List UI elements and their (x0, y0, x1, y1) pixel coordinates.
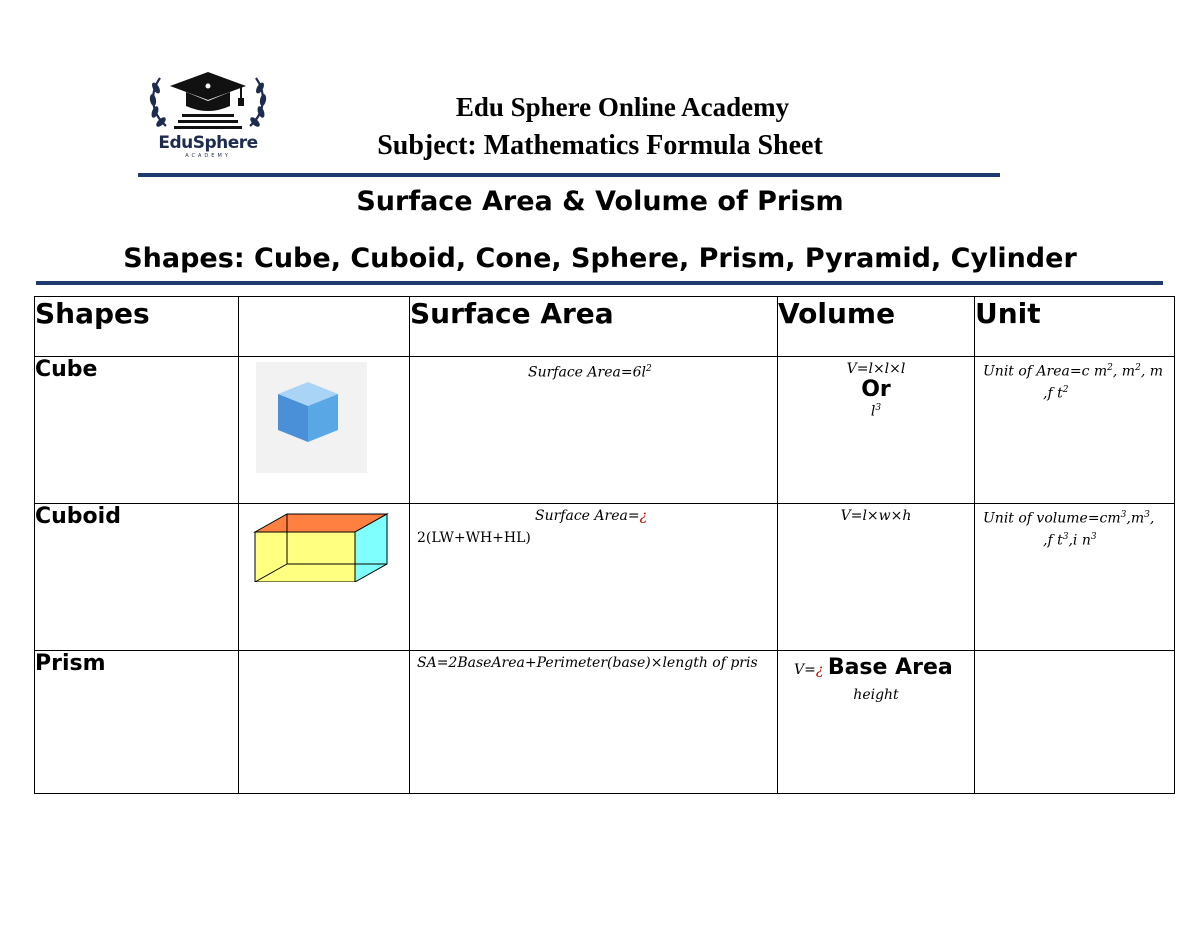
cube-unit-mid: , m (1112, 363, 1136, 380)
edusphere-logo (146, 70, 270, 162)
cube-vol-line1: V=l×l×l (846, 361, 906, 377)
row-label-cuboid: Cuboid (35, 504, 239, 651)
prism-volume (778, 651, 975, 794)
table-row-cube (35, 357, 1175, 504)
prism-vol-base-area: Base Area (827, 655, 953, 680)
cube-vol-exponent: 3 (875, 403, 882, 413)
row-label-prism: Prism (35, 651, 239, 794)
cuboid-unit-line1: Unit of volume=cm (983, 510, 1121, 527)
cube-vol-or: Or (861, 377, 891, 402)
cuboid-sa-line2: 2(LW+WH+HL) (417, 530, 531, 546)
prism-unit (975, 651, 1175, 794)
cube-sa-exponent: 2 (645, 364, 652, 374)
header-row (35, 297, 1175, 357)
cuboid-unit (975, 504, 1175, 651)
cuboid-unit-exp4: 3 (1090, 532, 1097, 542)
shapes-list: Shapes: Cube, Cuboid, Cone, Sphere, Prism, Pyramid, Cylinder (123, 243, 1077, 274)
page-title: Surface Area & Volume of Prism (356, 186, 844, 217)
cuboid-unit-mid: ,m (1126, 510, 1145, 527)
cube-sa-formula: Surface Area=6l (528, 364, 646, 381)
cube-unit-exp1: 2 (1107, 363, 1113, 373)
prism-image-cell (239, 651, 410, 794)
cuboid-volume (778, 504, 975, 651)
cube-image-cell (239, 357, 410, 504)
cube-unit (975, 357, 1175, 504)
header-shapes: Shapes (35, 297, 239, 357)
top-rule (138, 173, 1000, 177)
cuboid-unit-exp1: 3 (1120, 510, 1127, 520)
graduation-cap-icon (146, 70, 270, 134)
cube-unit-exp2: 2 (1135, 363, 1141, 373)
cube-surface-area (410, 357, 778, 504)
header-surface-area: Surface Area (410, 297, 778, 357)
cuboid-unit-mid2: ,i n (1068, 532, 1091, 549)
cube-unit-exp3: 2 (1062, 385, 1069, 395)
prism-vol-red: ¿ (815, 662, 824, 678)
cuboid-unit-tail: , (1149, 510, 1155, 527)
bottom-rule (36, 281, 1163, 285)
formula-table (34, 296, 1175, 794)
org-name: Edu Sphere Online Academy (455, 92, 790, 122)
cuboid-sa-red: ¿ (639, 508, 648, 524)
prism-sa-formula: SA=2BaseArea+Perimeter(base)×length of pris (417, 655, 758, 671)
cuboid-vol-line1: V=l×w×h (840, 508, 912, 524)
cube-unit-tail: , m (1140, 363, 1164, 380)
header-image (239, 297, 410, 357)
cube-icon (256, 362, 367, 473)
header-volume: Volume (778, 297, 975, 357)
prism-vol-pre: V= (794, 662, 816, 678)
cuboid-icon (251, 510, 391, 587)
cuboid-unit-line2: ,f t (1043, 532, 1063, 549)
cube-volume (778, 357, 975, 504)
table-row-cuboid (35, 504, 1175, 651)
cuboid-unit-exp3: 3 (1062, 532, 1069, 542)
cuboid-surface-area (410, 504, 778, 651)
cube-vol-l: l (870, 403, 876, 420)
table-row-prism (35, 651, 1175, 794)
cuboid-unit-exp2: 3 (1144, 510, 1150, 520)
cube-unit-line1: Unit of Area=c m (983, 363, 1108, 380)
subject-line: Subject: Mathematics Formula Sheet (377, 130, 823, 161)
row-label-cube: Cube (35, 357, 239, 504)
header-unit: Unit (975, 297, 1175, 357)
cube-unit-line2: ,f t (1043, 385, 1063, 402)
cuboid-sa-line1: Surface Area= (535, 508, 640, 524)
logo-wordmark: EduSphere (158, 133, 258, 153)
logo-subtitle: ACADEMY (185, 153, 231, 159)
prism-vol-height: height (853, 687, 899, 703)
prism-surface-area (410, 651, 778, 794)
cuboid-image-cell (239, 504, 410, 651)
